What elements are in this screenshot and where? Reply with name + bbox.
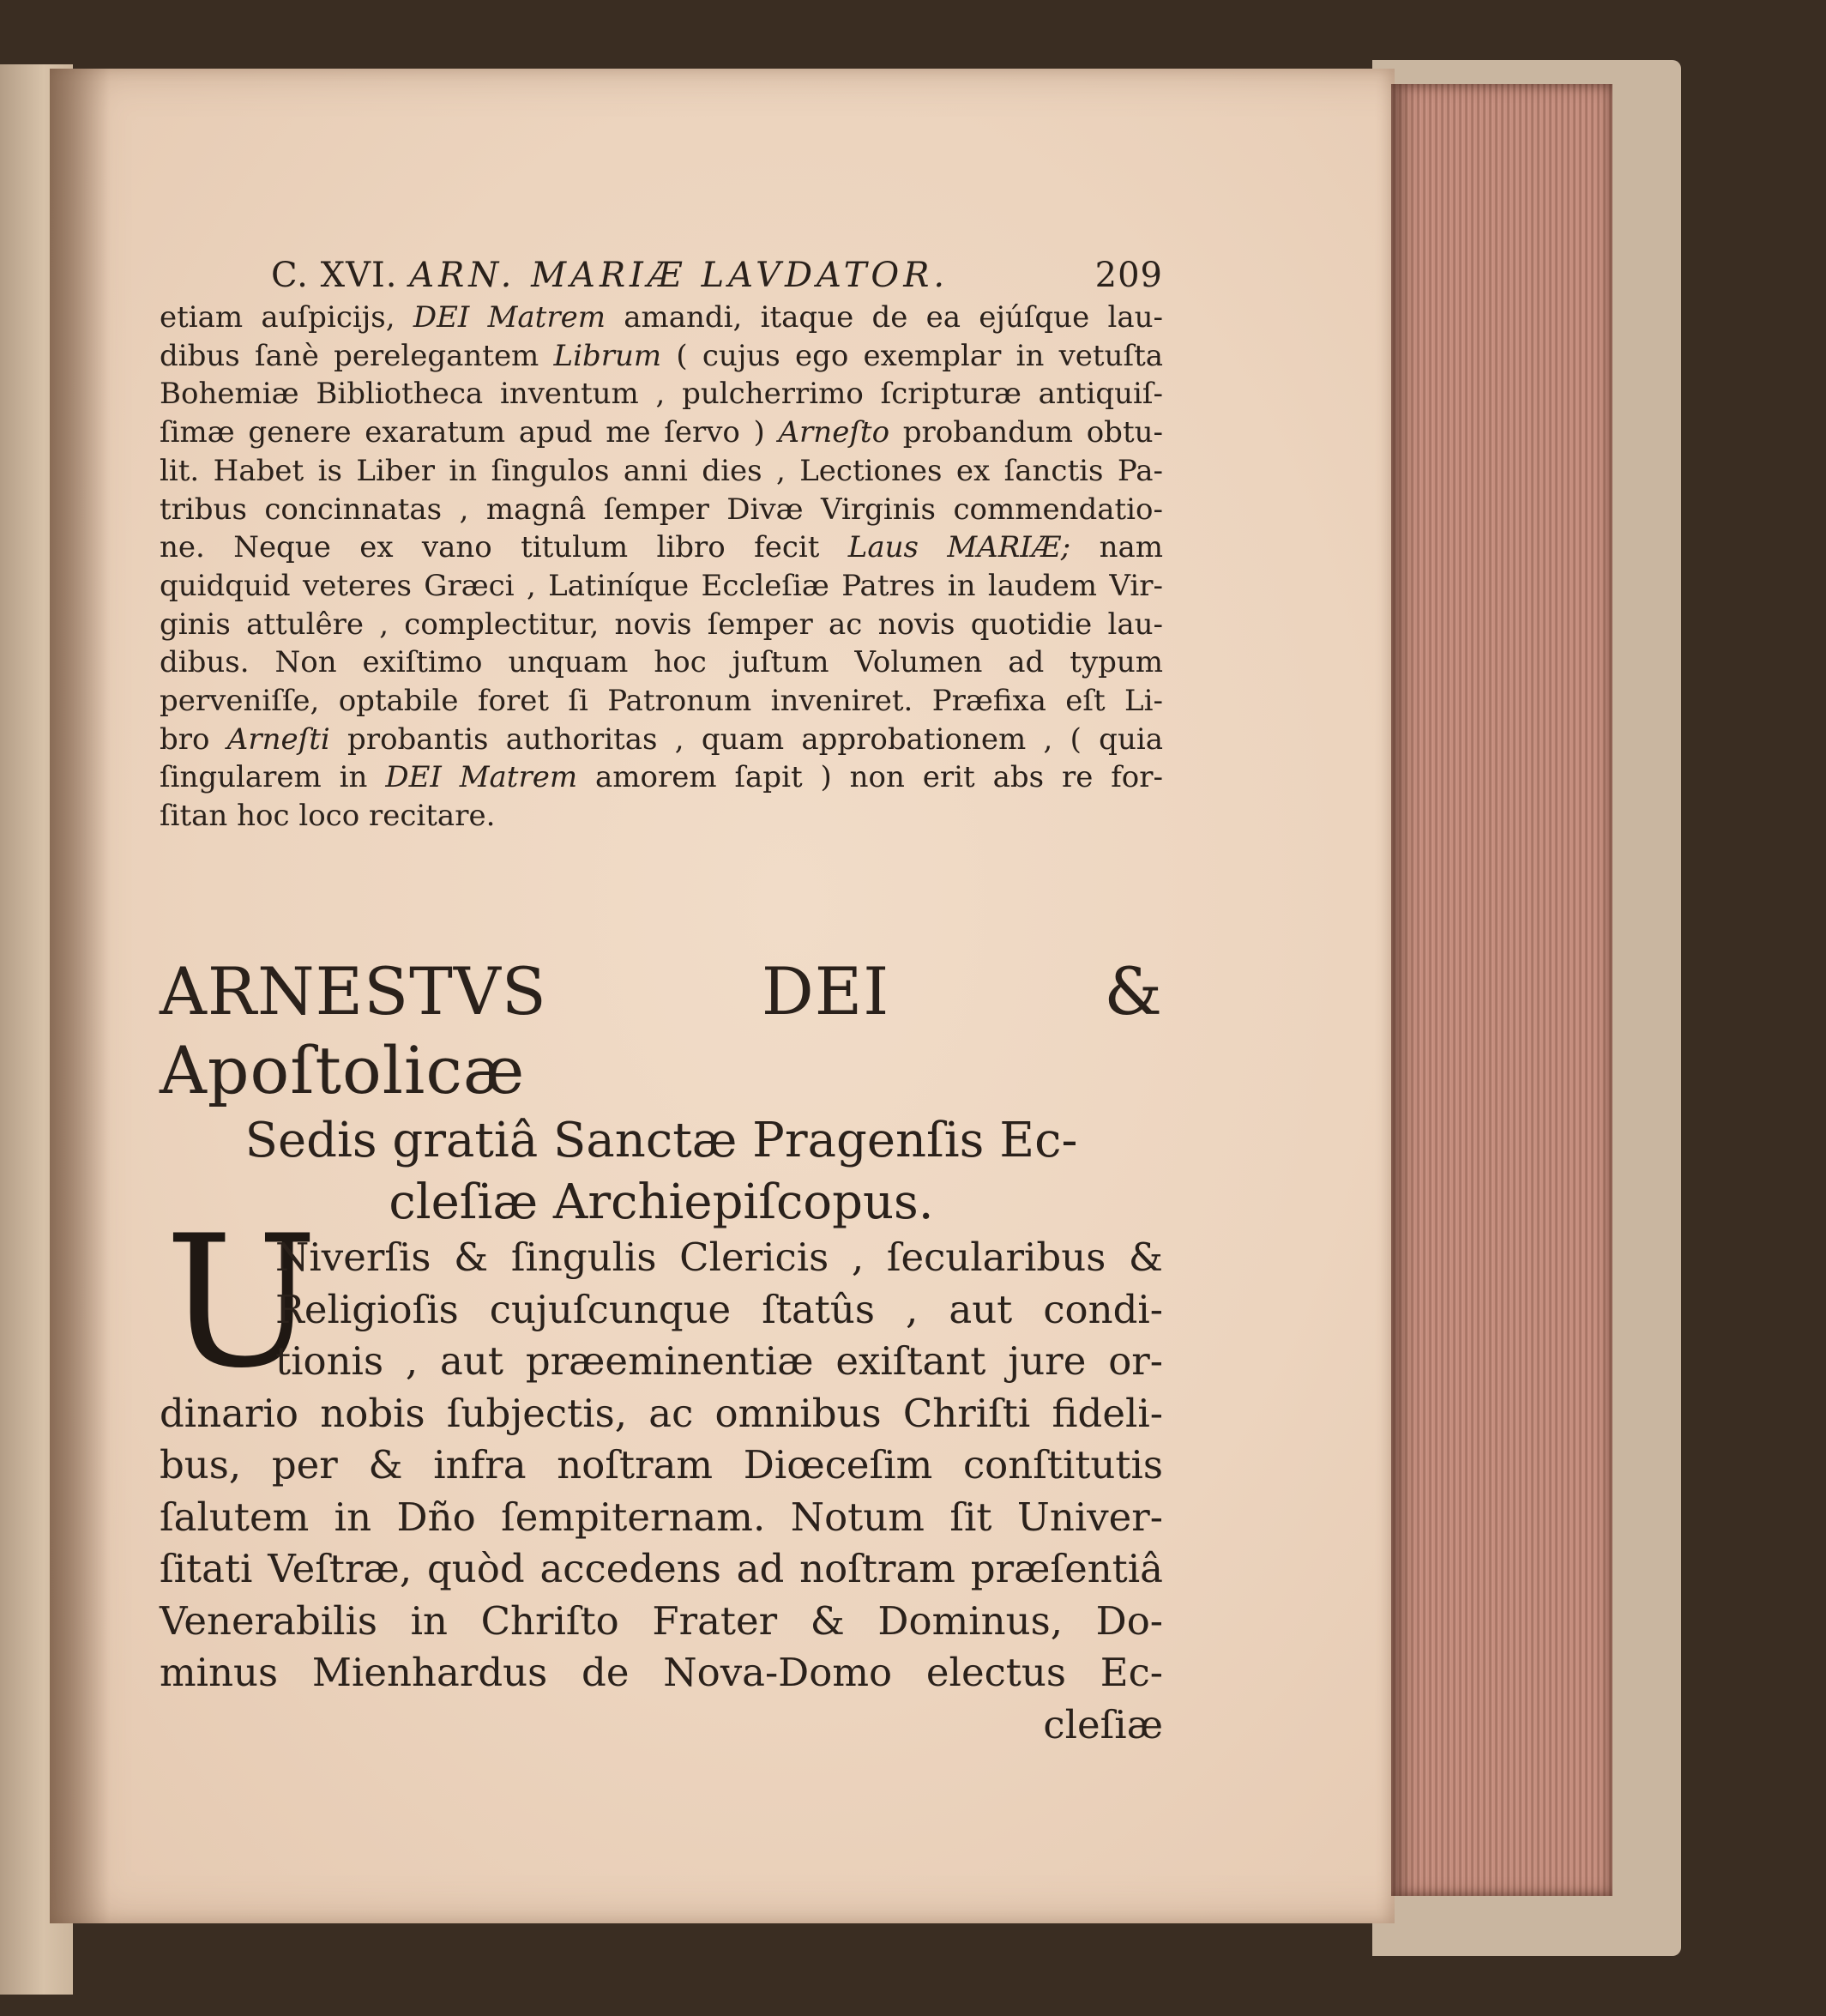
- paragraph-line: [160, 758, 1163, 797]
- decree-line: Religioſis cujuſcunque ſtatûs , aut condi-: [275, 1286, 1163, 1332]
- paragraph-line: [160, 567, 1163, 606]
- line-text: quidquid veteres Græci , Latiníque Eccleſiæ Patres in laudem Vir-: [160, 568, 1163, 603]
- decree-line: tionis , aut præeminentiæ exiſtant jure or-: [275, 1338, 1163, 1384]
- paragraph-line: [160, 491, 1163, 529]
- line-rest-text: amorem ſapit ) non erit abs re for-: [577, 760, 1164, 795]
- line-rest-text: probandum obtu-: [889, 415, 1163, 450]
- heading-line-1: ARNESTVS DEI & Apoſtolicæ: [160, 953, 1163, 1108]
- line-text: ſingularem in: [160, 760, 386, 795]
- line-text: ſimæ genere exaratum apud me ſervo ): [160, 415, 779, 450]
- line-italic-text: Arneſto: [778, 415, 890, 450]
- book-page: [50, 69, 1395, 1923]
- running-head: [160, 256, 1163, 299]
- paragraph-line: [160, 682, 1163, 721]
- paragraph-line: [160, 721, 1163, 759]
- paragraph-line: [160, 643, 1163, 682]
- decree-heading: [160, 952, 1163, 1234]
- line-text: dibus. Non exiſtimo unquam hoc juſtum Volumen ad typum: [160, 645, 1163, 680]
- decree-line: ſitati Veſtræ, quòd accedens ad noſtram præſentiâ: [160, 1546, 1163, 1591]
- heading-line-3: cleſiæ Archiepiſcopus.: [389, 1174, 934, 1230]
- heading-line-2: Sedis gratiâ Sanctæ Pragenſis Ec-: [244, 1113, 1078, 1168]
- line-text: ſitan hoc loco recitare.: [160, 799, 496, 834]
- paragraph-line: [160, 337, 1163, 376]
- paragraph-line: [160, 375, 1163, 413]
- decree-line: bus, per & infra noſtram Diœceſim conſtitutis: [160, 1442, 1163, 1488]
- decree-line: ſalutem in Dño ſempiternam. Notum ſit Univer-: [160, 1494, 1163, 1540]
- decree-line: Venerabilis in Chriſto Frater & Dominus, Do-: [160, 1597, 1163, 1644]
- decree-text: [160, 1232, 1163, 1751]
- line-text: tribus concinnatas , magnâ ſemper Divæ Virginis commendatio-: [160, 492, 1163, 527]
- body-paragraph: [160, 299, 1163, 836]
- line-rest-text: ( cujus ego exemplar in vetuſta: [661, 338, 1163, 373]
- chapter-number: C. XVI.: [271, 256, 398, 295]
- running-title: ARN. MARIÆ LAVDATOR.: [409, 256, 949, 295]
- line-text: Bohemiæ Bibliotheca inventum , pulcherrimo ſcripturæ antiquiſ-: [160, 377, 1163, 412]
- paragraph-line: [160, 606, 1163, 644]
- line-text: etiam auſpicijs,: [160, 300, 413, 335]
- paragraph-line: [160, 413, 1163, 452]
- paragraph-line: [160, 299, 1163, 337]
- drop-cap: U: [165, 1196, 318, 1408]
- line-text: perveniſſe, optabile foret ſi Patronum inveniret. Præfixa eſt Li-: [160, 684, 1163, 719]
- gutter-shadow: [50, 69, 110, 1923]
- line-rest-text: nam: [1070, 530, 1164, 565]
- catchword: cleſiæ: [1043, 1701, 1163, 1747]
- line-text: bro: [160, 721, 227, 757]
- decree-line: minus Mienhardus de Nova-Domo electus Ec-: [160, 1650, 1163, 1695]
- paragraph-line: [160, 528, 1163, 567]
- line-text: ginis attulêre , complectitur, novis ſemper ac novis quotidie lau-: [160, 607, 1163, 642]
- page-fore-edge: [1391, 84, 1612, 1896]
- line-italic-text: DEI Matrem: [385, 760, 578, 795]
- line-italic-text: Arneſti: [226, 721, 330, 757]
- paragraph-line: [160, 797, 1163, 836]
- line-text: lit. Habet is Liber in ſingulos anni dies , Lectiones ex ſanctis Pa-: [160, 453, 1163, 488]
- decree-line: dinario nobis ſubjectis, ac omnibus Chriſti fideli-: [160, 1390, 1163, 1436]
- line-italic-text: Librum: [553, 338, 662, 373]
- line-rest-text: amandi, itaque de ea ejúſque lau-: [605, 300, 1163, 335]
- line-text: ne. Neque ex vano titulum libro fecit: [160, 530, 848, 565]
- page-number: 209: [1094, 256, 1163, 295]
- line-italic-text: DEI Matrem: [413, 300, 606, 335]
- running-head-left: [271, 256, 949, 295]
- line-text: dibus ſanè perelegantem: [160, 338, 554, 373]
- line-italic-text: Laus MARIÆ;: [847, 530, 1071, 565]
- paragraph-line: [160, 452, 1163, 491]
- decree-line: Niverſis & ſingulis Clericis , ſecularibus &: [275, 1234, 1163, 1280]
- line-rest-text: probantis authoritas , quam approbationem , ( quia: [329, 721, 1163, 757]
